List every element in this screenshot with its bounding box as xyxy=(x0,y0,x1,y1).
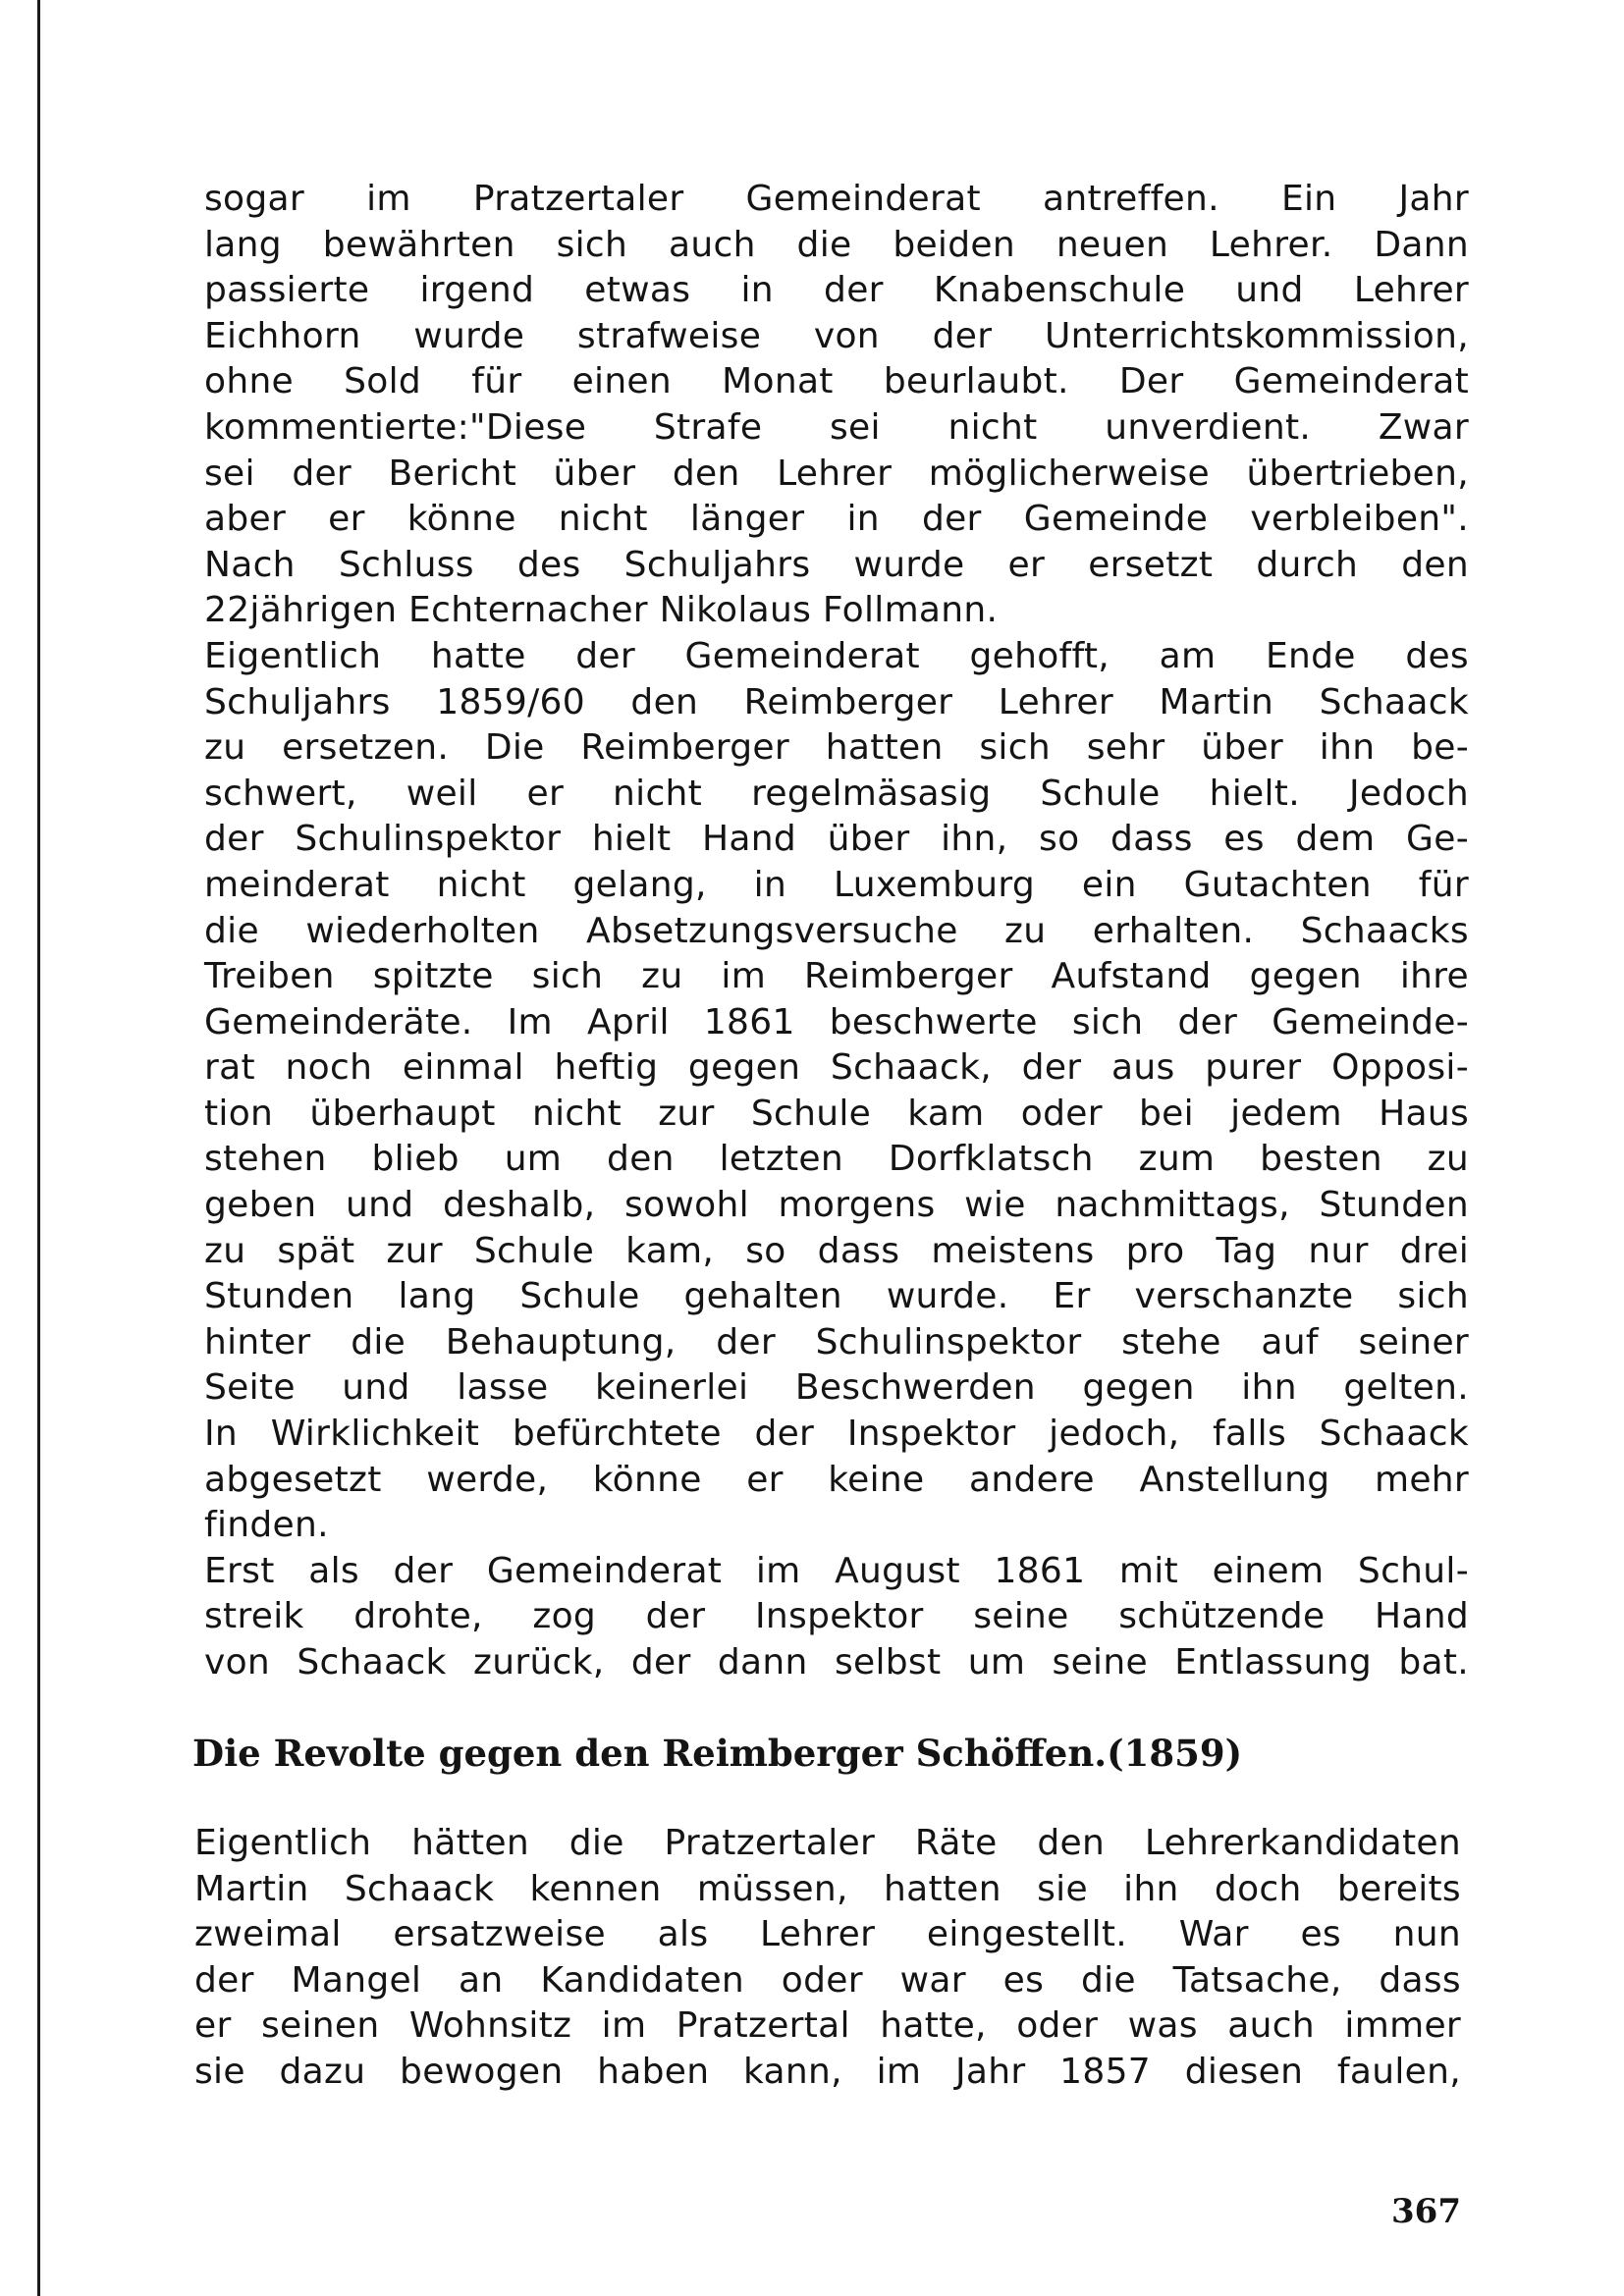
text-line: der Schulinspektor hielt Hand über ihn, so dass es dem Ge- xyxy=(204,819,1469,860)
text-line: schwert, weil er nicht regelmäsasig Schule hielt. Jedoch xyxy=(204,773,1469,814)
text-line: zu ersetzen. Die Reimberger hatten sich sehr über ihn be- xyxy=(204,727,1469,769)
text-line: Stunden lang Schule gehalten wurde. Er verschanzte sich xyxy=(204,1276,1469,1317)
text-line: lang bewährten sich auch die beiden neuen Lehrer. Dann xyxy=(204,224,1469,265)
text-line: Eigentlich hatte der Gemeinderat gehofft, am Ende des xyxy=(204,635,1469,676)
text-line: tion überhaupt nicht zur Schule kam oder bei jedem Haus xyxy=(204,1093,1469,1134)
text-line: er seinen Wohnsitz im Pratzertal hatte, oder was auch immer xyxy=(194,2005,1461,2047)
text-line: streik drohte, zog der Inspektor seine schützende Hand xyxy=(204,1596,1469,1637)
text-line: kommentierte:"Diese Strafe sei nicht unverdient. Zwar xyxy=(204,406,1469,448)
text-line: passierte irgend etwas in der Knabenschule und Lehrer xyxy=(204,270,1469,311)
text-line: abgesetzt werde, könne er keine andere Anstellung mehr xyxy=(204,1459,1469,1500)
text-line: finden. xyxy=(204,1505,329,1546)
text-line: sogar im Pratzertaler Gemeinderat antreffen. Ein Jahr xyxy=(204,179,1469,219)
text-line: der Mangel an Kandidaten oder war es die Tatsache, dass xyxy=(194,1959,1461,2001)
text-line: rat noch einmal heftig gegen Schaack, der aus purer Opposi- xyxy=(204,1047,1469,1089)
text-line: 22jährigen Echternacher Nikolaus Follmann. xyxy=(204,590,999,631)
text-line: geben und deshalb, sowohl morgens wie nachmittags, Stunden xyxy=(204,1185,1469,1226)
text-line: von Schaack zurück, der dann selbst um seine Entlassung bat. xyxy=(204,1642,1469,1682)
page-left-edge-rule xyxy=(37,0,40,2296)
text-line: zu spät zur Schule kam, so dass meistens pro Tag nur drei xyxy=(204,1230,1469,1271)
text-line: Schuljahrs 1859/60 den Reimberger Lehrer Martin Schaack xyxy=(204,681,1469,722)
text-line: ohne Sold für einen Monat beurlaubt. Der Gemeinderat xyxy=(204,361,1469,402)
text-line: In Wirklichkeit befürchtete der Inspektor jedoch, falls Schaack xyxy=(204,1414,1469,1455)
body-text-bottom xyxy=(194,1821,1461,2096)
text-line: meinderat nicht gelang, in Luxemburg ein Gutachten für xyxy=(204,864,1469,905)
text-line: Eichhorn wurde strafweise von der Unterrichtskommission, xyxy=(204,315,1469,356)
text-line: Seite und lasse keinerlei Beschwerden gegen ihn gelten. xyxy=(204,1367,1469,1409)
text-line: sei der Bericht über den Lehrer möglicherweise übertrieben, xyxy=(204,453,1469,494)
text-line: hinter die Behauptung, der Schulinspektor stehe auf seiner xyxy=(204,1321,1469,1362)
text-line: Erst als der Gemeinderat im August 1861 mit einem Schul- xyxy=(204,1550,1469,1591)
text-line: aber er könne nicht länger in der Gemeinde verbleiben". xyxy=(204,499,1469,540)
section-heading: Die Revolte gegen den Reimberger Schöffen.(1859) xyxy=(192,1732,1243,1775)
text-line: Nach Schluss des Schuljahrs wurde er ersetzt durch den xyxy=(204,544,1469,585)
text-line: Martin Schaack kennen müssen, hatten sie ihn doch bereits xyxy=(194,1868,1461,1909)
text-line: sie dazu bewogen haben kann, im Jahr 1857 diesen faulen, xyxy=(194,2051,1461,2092)
text-line: Treiben spitzte sich zu im Reimberger Aufstand gegen ihre xyxy=(204,956,1469,997)
text-line: stehen blieb um den letzten Dorfklatsch zum besten zu xyxy=(204,1139,1469,1180)
text-line: Gemeinderäte. Im April 1861 beschwerte sich der Gemeinde- xyxy=(204,1001,1469,1042)
text-line: zweimal ersatzweise als Lehrer eingestellt. War es nun xyxy=(194,1914,1461,1955)
text-line: Eigentlich hätten die Pratzertaler Räte den Lehrerkandidaten xyxy=(194,1823,1461,1863)
body-text-top xyxy=(204,177,1469,1686)
page-number: 367 xyxy=(1391,2192,1461,2231)
text-line: die wiederholten Absetzungsversuche zu erhalten. Schaacks xyxy=(204,910,1469,951)
